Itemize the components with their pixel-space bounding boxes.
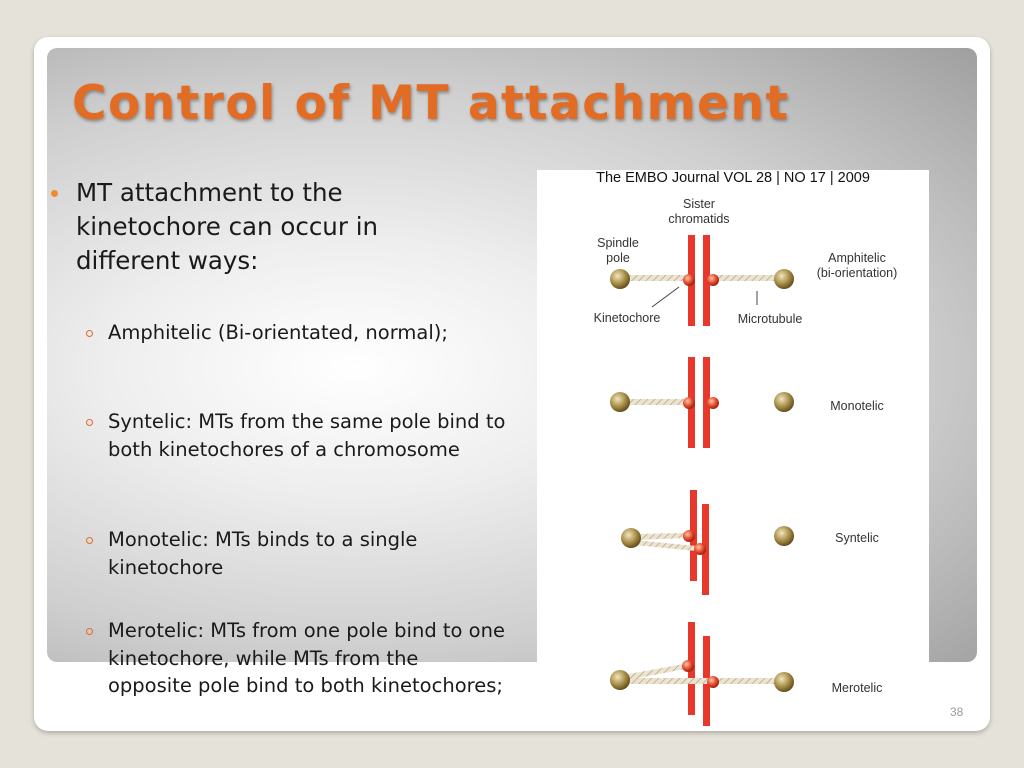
sub-bullet-syntelic xyxy=(108,408,508,463)
sister-chromatids-label-2: chromatids xyxy=(668,212,730,226)
merotelic-label: Merotelic xyxy=(831,681,883,695)
spindle-pole xyxy=(610,269,630,289)
kinetochore xyxy=(694,543,706,555)
spindle-pole-label-2: pole xyxy=(606,251,630,265)
amphitelic-label-1: Amphitelic xyxy=(828,251,886,265)
syntelic-label: Syntelic xyxy=(835,531,879,545)
sub-bullet-ring-icon xyxy=(86,330,93,337)
kinetochore xyxy=(683,274,695,286)
sub-bullet-ring-icon xyxy=(86,628,93,635)
kinetochore-pointer xyxy=(652,287,679,307)
kinetochore xyxy=(707,676,719,688)
microtubule xyxy=(624,275,688,281)
kinetochore xyxy=(682,660,694,672)
kinetochore xyxy=(707,274,719,286)
microtubule xyxy=(623,678,708,684)
microtubule-label: Microtubule xyxy=(737,312,803,326)
spindle-pole xyxy=(774,672,794,692)
kinetochore xyxy=(707,397,719,409)
sister-chromatids-label-1: Sister xyxy=(683,197,715,211)
spindle-pole xyxy=(774,392,794,412)
microtubule xyxy=(717,678,784,684)
sub-bullet-text: Merotelic: MTs from one pole bind to one kinetochore, while MTs from the opposite pole bind to both kinetochores; xyxy=(108,619,505,697)
kinetochore xyxy=(683,530,695,542)
main-bullet-text: MT attachment to the kinetochore can occur in different ways: xyxy=(76,178,379,275)
spindle-pole-label-1: Spindle xyxy=(597,236,639,250)
sub-bullet-monotelic xyxy=(108,526,508,581)
amphitelic-label-2: (bi-orientation) xyxy=(816,266,898,280)
attachment-figure xyxy=(537,170,929,731)
sub-bullet-ring-icon xyxy=(86,537,93,544)
sub-bullet-merotelic xyxy=(108,617,508,700)
microtubule xyxy=(717,275,784,281)
sub-bullet-amphitelic xyxy=(108,319,508,347)
sub-bullet-text: Syntelic: MTs from the same pole bind to both kinetochores of a chromosome xyxy=(108,410,506,461)
monotelic-label: Monotelic xyxy=(830,399,884,413)
figure-citation: The EMBO Journal VOL 28 | NO 17 | 2009 xyxy=(596,170,870,186)
bullet-dot-icon xyxy=(51,190,58,197)
attachment-diagram xyxy=(537,170,929,731)
spindle-pole xyxy=(610,670,630,690)
microtubule xyxy=(624,399,688,405)
amphitelic-diagram xyxy=(594,197,898,326)
main-bullet xyxy=(48,176,476,278)
spindle-pole xyxy=(610,392,630,412)
spindle-pole xyxy=(774,269,794,289)
spindle-pole xyxy=(621,528,641,548)
sub-bullet-ring-icon xyxy=(86,419,93,426)
sub-bullet-text: Monotelic: MTs binds to a single kinetochore xyxy=(108,528,418,579)
kinetochore xyxy=(683,397,695,409)
monotelic-diagram xyxy=(610,357,884,448)
sub-bullet-text: Amphitelic (Bi-orientated, normal); xyxy=(108,321,448,344)
syntelic-diagram xyxy=(621,490,879,595)
spindle-pole xyxy=(774,526,794,546)
merotelic-diagram xyxy=(610,622,882,726)
kinetochore-label: Kinetochore xyxy=(593,311,661,325)
slide-title: Control of MT attachment xyxy=(72,76,790,131)
page-number: 38 xyxy=(950,705,964,719)
microtubule xyxy=(634,533,687,540)
